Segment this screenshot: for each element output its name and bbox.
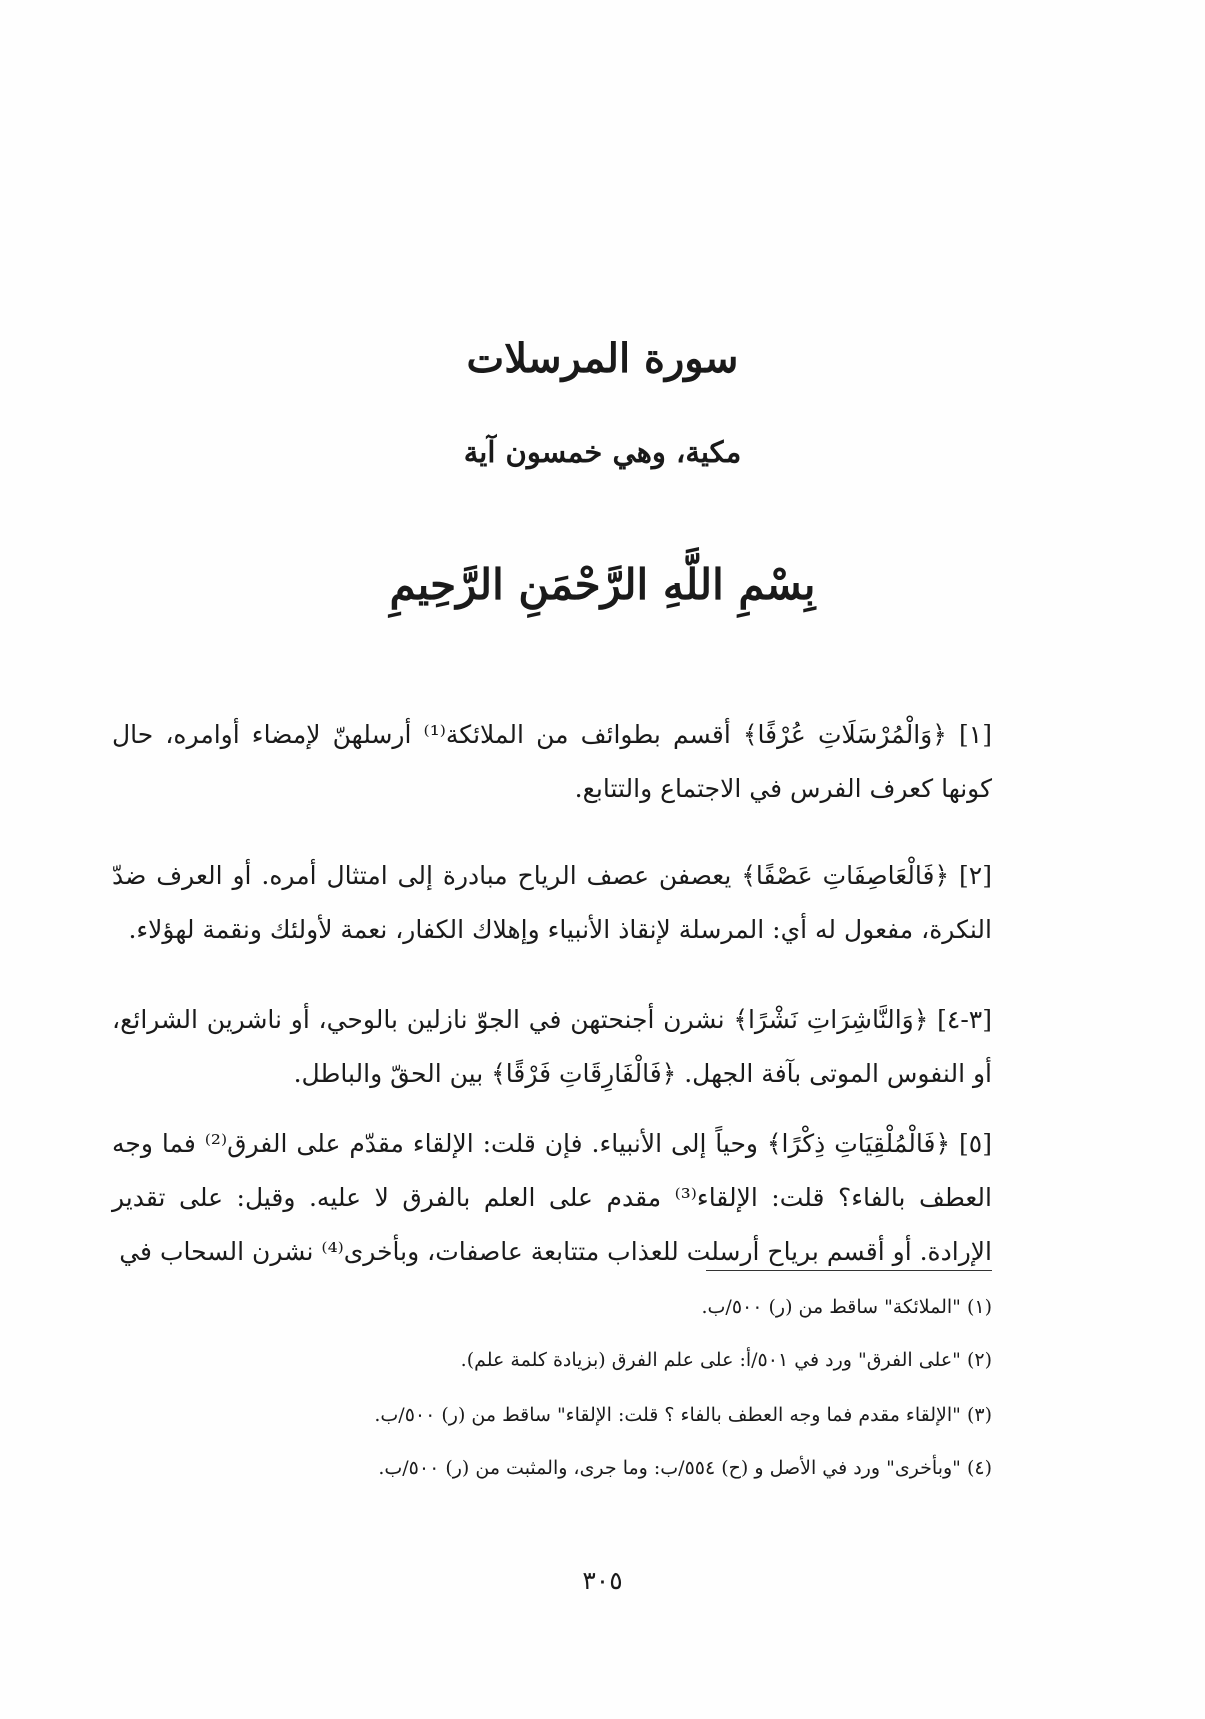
- tafsir-paragraph-3-4: [٣-٤] ﴿وَالنَّاشِرَاتِ نَشْرًا﴾ نشرن أجنحتهن في الجوّ نازلين بالوحي، أو ناشرين الشرائع، أو النفوس الموتى بآفة الجهل. ﴿فَالْفَارِقَاتِ فَرْقًا﴾ بين الحقّ والباطل.: [112, 1005, 992, 1088]
- basmala: بِسْمِ اللَّهِ الرَّحْمَنِ الرَّحِيمِ: [389, 560, 816, 609]
- tafsir-paragraph-5: [٥] ﴿فَالْمُلْقِيَاتِ ذِكْرًا﴾ وحياً إلى الأنبياء. فإن قلت: الإلقاء مقدّم على الفرق⁽²⁾ فما وجه العطف بالفاء؟ قلت: الإلقاء⁽³⁾ مقدم على العلم بالفرق لا عليه. وقيل: على تقدير الإرادة. أو أقسم برياح أرسلت للعذاب متتابعة عاصفات، وبأخرى⁽⁴⁾ نشرن السحاب في: [112, 1129, 992, 1266]
- footnote-2: (٢) "على الفرق" ورد في ٥٠١/أ: على علم الفرق (بزيادة كلمة علم).: [460, 1349, 992, 1371]
- tafsir-paragraph-2: [٢] ﴿فَالْعَاصِفَاتِ عَصْفًا﴾ يعصفن عصف الرياح مبادرة إلى امتثال أمره. أو العرف ضدّ النكرة، مفعول له أي: المرسلة لإنقاذ الأنبياء وإهلاك الكفار، نعمة لأولئك ونقمة لهؤلاء.: [112, 861, 992, 944]
- footnote-3: (٣) "الإلقاء مقدم فما وجه العطف بالفاء ؟ قلت: الإلقاء" ساقط من (ر) ٥٠٠/ب.: [374, 1404, 992, 1426]
- footnote-4: (٤) "وبأخرى" ورد في الأصل و (ح) ٥٥٤/ب: وما جرى، والمثبت من (ر) ٥٠٠/ب.: [378, 1457, 992, 1479]
- tafsir-paragraph-1: [١] ﴿وَالْمُرْسَلَاتِ عُرْفًا﴾ أقسم بطوائف من الملائكة⁽¹⁾ أرسلهنّ لإمضاء أوامره، حال كونها كعرف الفرس في الاجتماع والتتابع.: [112, 720, 992, 803]
- footnote-1: (١) "الملائكة" ساقط من (ر) ٥٠٠/ب.: [701, 1296, 992, 1318]
- page-number: ٣٠٥: [582, 1566, 623, 1595]
- surah-info: مكية، وهي خمسون آية: [463, 435, 742, 469]
- surah-title: سورة المرسلات: [466, 335, 739, 382]
- footnote-separator: [706, 1270, 992, 1271]
